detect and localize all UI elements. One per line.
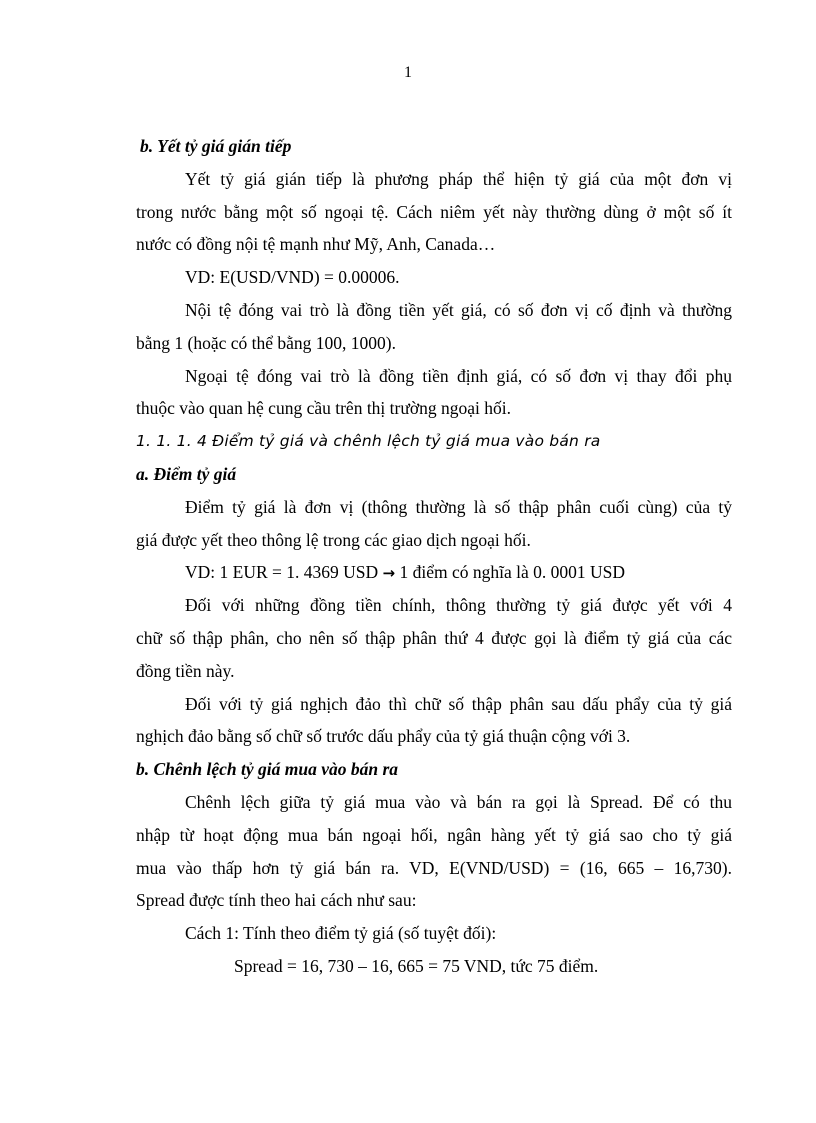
section-heading-rate-point: a. Điểm tỷ giá <box>136 463 237 484</box>
paragraph-line: Điểm tỷ giá là đơn vị (thông thường là số thập phân cuối cùng) của tỷ <box>185 496 732 517</box>
formula-line: Spread = 16, 730 – 16, 665 = 75 VND, tức 75 điểm. <box>234 955 599 976</box>
example-line: VD: E(USD/VND) = 0.00006. <box>185 267 400 288</box>
paragraph-line: nhập từ hoạt động mua bán ngoại hối, ngân hàng yết tỷ giá sao cho tỷ giá <box>136 824 732 845</box>
example-line <box>136 556 732 589</box>
paragraph-line: Yết tỷ giá gián tiếp là phương pháp thể hiện tỷ giá của một đơn vị <box>185 168 732 189</box>
paragraph-line: bằng 1 (hoặc có thể bằng 100, 1000). <box>136 332 396 353</box>
example-right: 1 điểm có nghĩa là 0. 0001 USD <box>399 562 626 583</box>
arrow-right-icon: → <box>382 564 396 583</box>
paragraph-line: Ngoại tệ đóng vai trò là đồng tiền định giá, có số đơn vị thay đổi phụ <box>185 365 732 386</box>
paragraph-line: mua vào thấp hơn tỷ giá bán ra. VD, E(VND/USD) = (16, 665 – 16,730). <box>136 857 732 878</box>
section-heading-spread: b. Chênh lệch tỷ giá mua vào bán ra <box>136 759 399 780</box>
paragraph-line: Đối với những đồng tiền chính, thông thường tỷ giá được yết với 4 <box>185 595 732 616</box>
paragraph-line: Nội tệ đóng vai trò là đồng tiền yết giá, có số đơn vị cố định và thường <box>185 299 732 320</box>
subsection-heading: 1. 1. 1. 4 Điểm tỷ giá và chênh lệch tỷ giá mua vào bán ra <box>136 432 601 451</box>
paragraph-line: đồng tiền này. <box>136 660 235 681</box>
paragraph-line: Chênh lệch giữa tỷ giá mua vào và bán ra gọi là Spread. Để có thu <box>185 791 732 812</box>
paragraph-line: thuộc vào quan hệ cung cầu trên thị trường ngoại hối. <box>136 398 511 419</box>
paragraph-line: chữ số thập phân, cho nên số thập phân thứ 4 được gọi là điểm tỷ giá của các <box>136 627 732 648</box>
paragraph-line: giá được yết theo thông lệ trong các giao dịch ngoại hối. <box>136 529 531 550</box>
paragraph-line: Đối với tỷ giá nghịch đảo thì chữ số thập phân sau dấu phẩy của tỷ giá <box>185 693 732 714</box>
document-body <box>136 130 732 983</box>
section-heading-indirect-quote: b. Yết tỷ giá gián tiếp <box>140 136 292 156</box>
paragraph-line: nghịch đảo bằng số chữ số trước dấu phẩy của tỷ giá thuận cộng với 3. <box>136 726 631 747</box>
method-line: Cách 1: Tính theo điểm tỷ giá (số tuyệt đối): <box>185 923 497 944</box>
paragraph-line: trong nước bằng một số ngoại tệ. Cách niêm yết này thường dùng ở một số ít <box>136 201 732 222</box>
page-number: 1 <box>404 64 412 81</box>
example-left: VD: 1 EUR = 1. 4369 USD <box>185 562 379 583</box>
paragraph-line: Spread được tính theo hai cách như sau: <box>136 890 417 911</box>
paragraph-line: nước có đồng nội tệ mạnh như Mỹ, Anh, Canada… <box>136 234 496 255</box>
